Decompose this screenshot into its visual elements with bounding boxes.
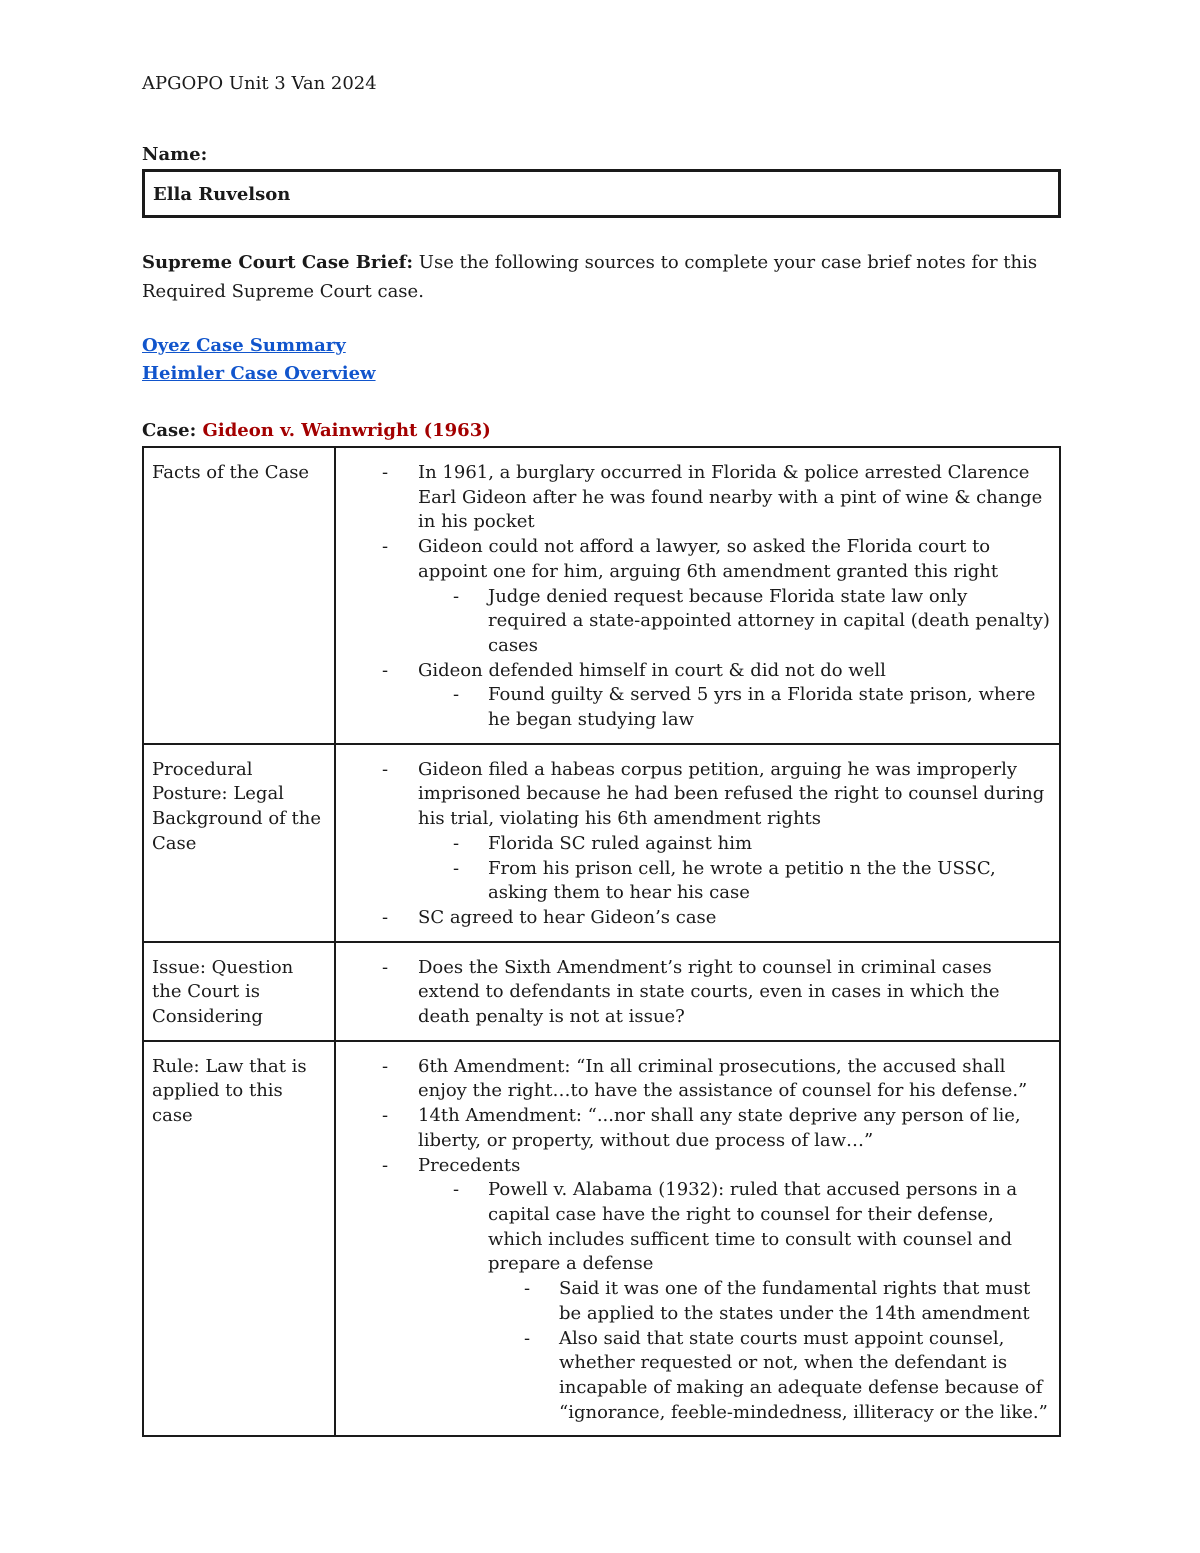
brief-row-procedural-posture xyxy=(143,744,1060,942)
bullet-item xyxy=(336,461,1051,535)
bullet-text: Florida SC ruled against him xyxy=(488,832,753,854)
bullet-list xyxy=(336,956,1051,1030)
row-label: Facts of the Case xyxy=(143,447,335,744)
heimler-case-overview-link[interactable]: Heimler Case Overview xyxy=(142,363,376,384)
intro-text: Use the following sources to complete your case brief notes for this Required Supreme Court case. xyxy=(142,252,1038,302)
intro-bold-label: Supreme Court Case Brief: xyxy=(142,252,414,273)
bullet-item xyxy=(336,956,1051,1030)
bullet-item xyxy=(336,1104,1051,1153)
row-content xyxy=(335,1041,1060,1437)
bullet-text: Said it was one of the fundamental rights that must be applied to the states under the 14th amendment xyxy=(559,1278,1031,1324)
bullet-text: Gideon filed a habeas corpus petition, arguing he was improperly imprisoned because he had been refused the right to counsel during his trial, violating his 6th amendment rights xyxy=(418,758,1045,830)
bullet-text: Does the Sixth Amendment’s right to counsel in criminal cases extend to defendants in state courts, even in cases in which the death penalty is not at issue? xyxy=(418,956,1000,1028)
bullet-text: 6th Amendment: “In all criminal prosecutions, the accused shall enjoy the right…to have the assistance of counsel for his defense.” xyxy=(418,1055,1028,1102)
bullet-item xyxy=(336,1277,1051,1326)
bullet-text: Gideon could not afford a lawyer, so asked the Florida court to appoint one for him, arguing 6th amendment granted this right xyxy=(418,536,999,582)
bullet-list xyxy=(336,1055,1051,1426)
bullet-list xyxy=(336,585,1051,659)
bullet-item xyxy=(336,906,1051,931)
bullet-text: Found guilty & served 5 yrs in a Florida state prison, where he began studying law xyxy=(488,684,1036,731)
bullet-text: From his prison cell, he wrote a petitio n the the USSC, asking them to hear his case xyxy=(488,857,996,904)
bullet-text: 14th Amendment: “...nor shall any state deprive any person of lie, liberty, or property, without due process of law…” xyxy=(418,1105,1021,1151)
bullet-item xyxy=(336,683,1051,732)
bullet-text: SC agreed to hear Gideon’s case xyxy=(418,906,717,928)
bullet-text: Gideon defended himself in court & did not do well xyxy=(418,659,886,681)
bullet-list xyxy=(336,832,1051,906)
bullet-item xyxy=(336,659,1051,733)
case-label: Case: xyxy=(142,420,197,441)
bullet-list xyxy=(336,683,1051,732)
bullet-item xyxy=(336,1178,1051,1425)
bullet-text: In 1961, a burglary occurred in Florida & police arrested Clarence Earl Gideon after he was found nearby with a pint of wine & change in his pocket xyxy=(418,462,1043,533)
row-content xyxy=(335,942,1060,1041)
bullet-list xyxy=(336,758,1051,931)
bullet-text: Precedents xyxy=(418,1154,521,1176)
bullet-item xyxy=(336,1055,1051,1104)
bullet-text: Judge denied request because Florida state law only required a state-appointed attorney in capital (death penalty) cases xyxy=(488,585,1050,656)
case-brief-table xyxy=(142,446,1061,1437)
brief-row-rule xyxy=(143,1041,1060,1437)
bullet-text: Powell v. Alabama (1932): ruled that accused persons in a capital case have the right to counsel for their defense, which includes sufficent time to consult with counsel and prepare a defense xyxy=(488,1179,1018,1275)
row-label: Issue: Question the Court is Considering xyxy=(143,942,335,1041)
bullet-list xyxy=(336,1277,1051,1425)
bullet-item xyxy=(336,585,1051,659)
name-box[interactable] xyxy=(142,169,1061,218)
bullet-item xyxy=(336,1154,1051,1426)
document-header: APGOPO Unit 3 Van 2024 xyxy=(142,73,377,94)
row-label: Rule: Law that is applied to this case xyxy=(143,1041,335,1437)
name-label: Name: xyxy=(142,144,208,165)
case-name: Gideon v. Wainwright (1963) xyxy=(202,420,491,441)
oyez-case-summary-link[interactable]: Oyez Case Summary xyxy=(142,335,346,356)
intro-paragraph xyxy=(142,249,1042,306)
bullet-item xyxy=(336,1327,1051,1426)
bullet-item xyxy=(336,857,1051,906)
case-title xyxy=(142,420,491,441)
row-content xyxy=(335,447,1060,744)
bullet-list xyxy=(336,1178,1051,1425)
bullet-list xyxy=(336,461,1051,733)
name-value: Ella Ruvelson xyxy=(153,184,291,205)
brief-row-facts-of-the-case xyxy=(143,447,1060,744)
bullet-item xyxy=(336,832,1051,857)
row-content xyxy=(335,744,1060,942)
bullet-item xyxy=(336,758,1051,906)
row-label: Procedural Posture: Legal Background of the Case xyxy=(143,744,335,942)
bullet-item xyxy=(336,535,1051,659)
brief-row-issue xyxy=(143,942,1060,1041)
bullet-text: Also said that state courts must appoint counsel, whether requested or not, when the defendant is incapable of making an adequate defense because of “ignorance, feeble-mindedness, illiteracy or the like.” xyxy=(559,1327,1048,1423)
